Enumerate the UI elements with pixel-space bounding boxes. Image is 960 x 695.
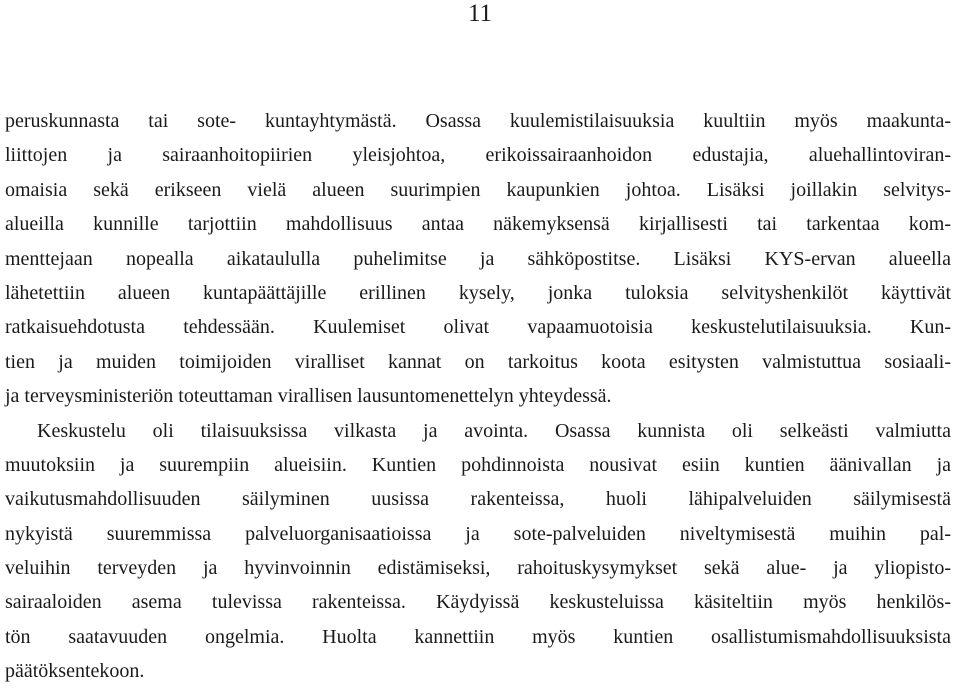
paragraph-2-line: päätöksentekoon. (5, 660, 145, 683)
paragraph-1-line: ratkaisuehdotusta tehdessään. Kuulemiset olivat vapaamuotoisia keskustelutilaisuuksia. Kun- (5, 316, 951, 339)
paragraph-1-line: menttejaan nopealla aikataululla puhelimitse ja sähköpostitse. Lisäksi KYS-ervan alueella (5, 247, 951, 270)
paragraph-1-line: liittojen ja sairaanhoitopiirien yleisjohtoa, erikoissairaanhoidon edustajia, aluehallintoviran- (5, 144, 951, 167)
paragraph-2-line: sairaaloiden asema tulevissa rakenteissa. Käydyissä keskusteluissa käsiteltiin myös henkilös- (5, 591, 951, 614)
paragraph-1-line: omaisia sekä erikseen vielä alueen suurimpien kaupunkien johtoa. Lisäksi joillakin selvitys- (5, 178, 951, 201)
paragraph-2-line: tön saatavuuden ongelmia. Huolta kannettiin myös kuntien osallistumismahdollisuuksista (5, 625, 951, 648)
paragraph-2-line: nykyistä suuremmissa palveluorganisaatioissa ja sote-palveluiden niveltymisestä muihin pal- (5, 522, 951, 545)
paragraph-1-line: alueilla kunnille tarjottiin mahdollisuus antaa näkemyksensä kirjallisesti tai tarkentaa kom- (5, 213, 951, 236)
paragraph-1-line: peruskunnasta tai sote- kuntayhtymästä. Osassa kuulemistilaisuuksia kuultiin myös maakunta- (5, 110, 951, 132)
paragraph-2-line: veluihin terveyden ja hyvinvoinnin edistämiseksi, rahoituskysymykset sekä alue- ja yliopisto- (5, 557, 951, 580)
body-text (5, 104, 951, 689)
paragraph-1-line: ja terveysministeriön toteuttaman virallisen lausuntomenettelyn yhteydessä. (5, 385, 612, 408)
paragraph-2-line: muutoksiin ja suurempiin alueisiin. Kuntien pohdinnoista nousivat esiin kuntien äänivallan ja (5, 453, 951, 476)
paragraph-2-line: Keskustelu oli tilaisuuksissa vilkasta ja avointa. Osassa kunnista oli selkeästi valmiutta (37, 419, 951, 442)
paragraph-1-line: lähetettiin alueen kuntapäättäjille erillinen kysely, jonka tuloksia selvityshenkilöt käyttivät (5, 281, 951, 304)
page-number: 11 (467, 0, 493, 27)
paragraph-2-line: vaikutusmahdollisuuden säilyminen uusissa rakenteissa, huoli lähipalveluiden säilymisestä (5, 488, 951, 511)
paragraph-1-line: tien ja muiden toimijoiden viralliset kannat on tarkoitus koota esitysten valmistuttua sosiaali- (5, 350, 951, 373)
